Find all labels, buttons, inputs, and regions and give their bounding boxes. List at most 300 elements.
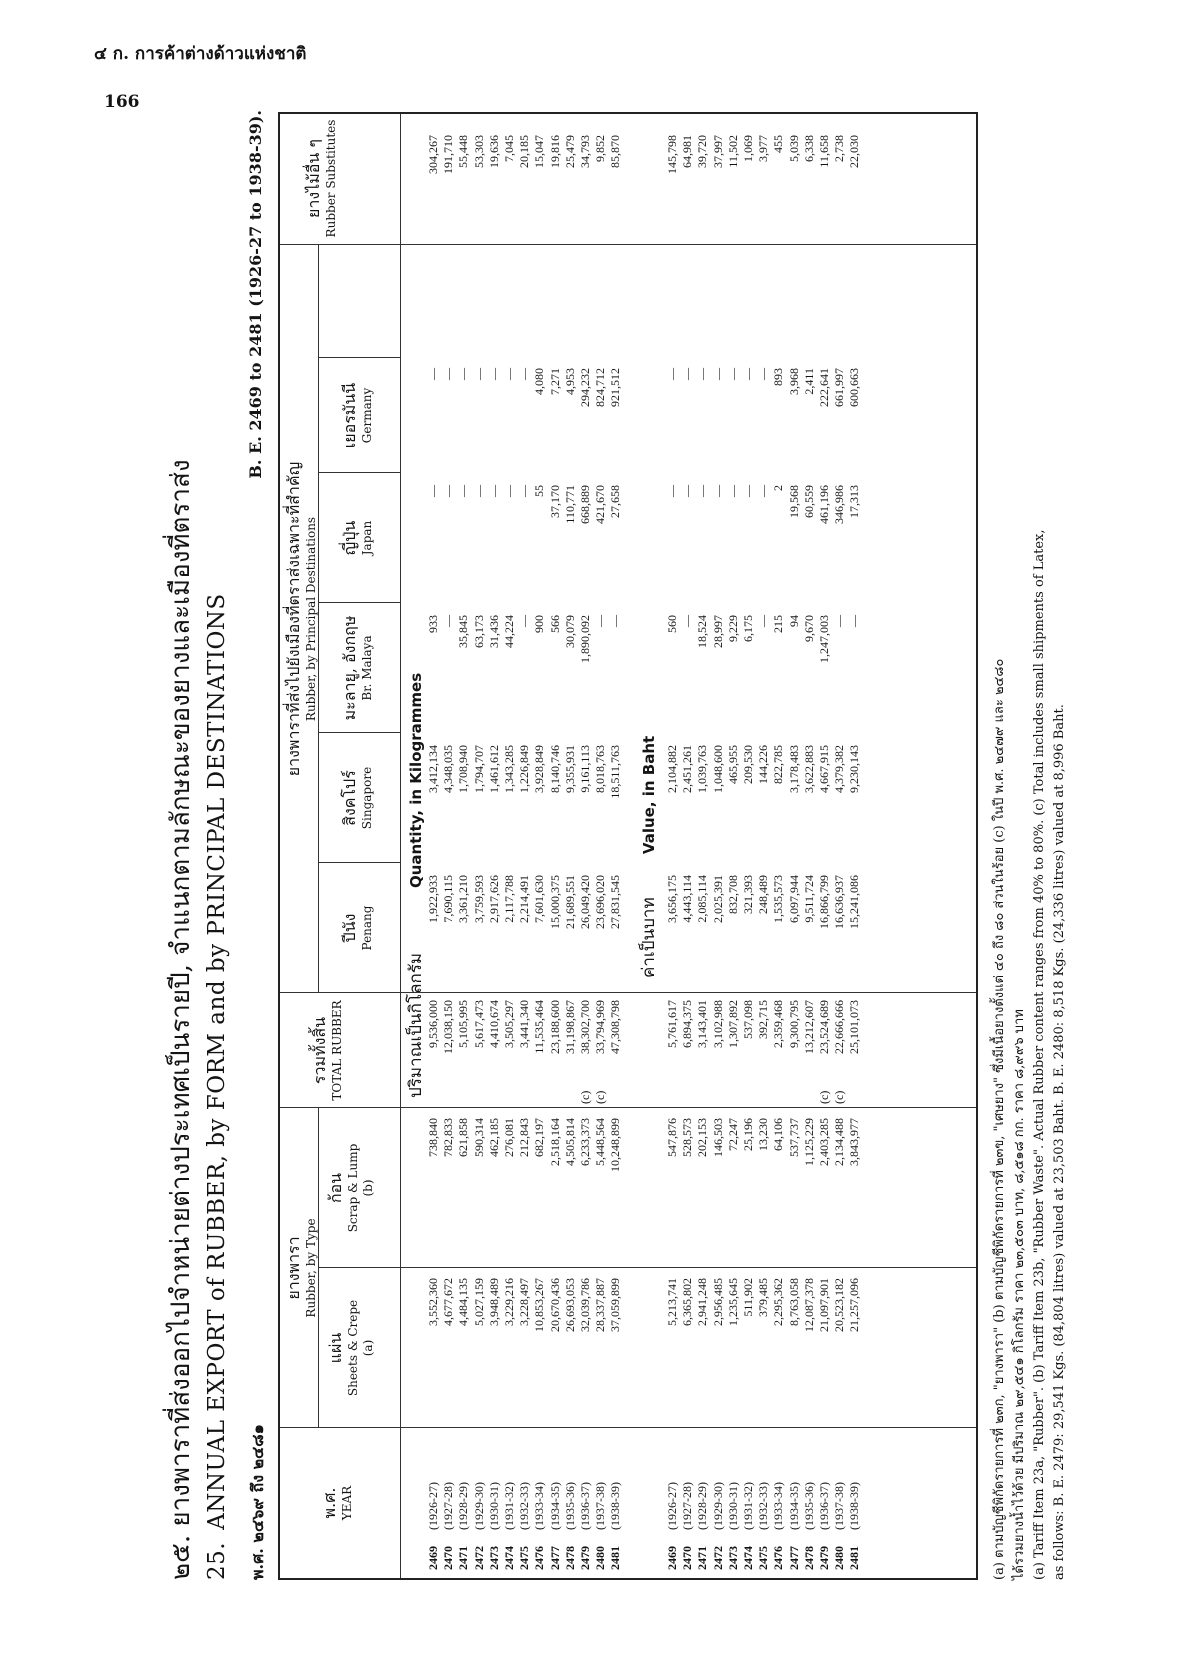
cell-ad: (1930-31) [725,1482,740,1530]
cell-be: 2475 [517,1546,532,1570]
cell-ad: (1935-36) [562,1482,577,1530]
cell-ad: (1930-31) [486,1482,501,1530]
cell-scrap: 528,573 [680,1118,695,1157]
cell-singapore: 9,355,931 [562,745,577,793]
cell-ad: (1938-39) [847,1482,862,1530]
cell-be: 2480 [593,1546,608,1570]
cell-japan: 27,658 [608,485,623,518]
cell-japan: — [502,485,516,497]
cell-japan: — [517,485,532,497]
cell-subst: 145,798 [665,135,679,174]
cell-germany: — [756,368,771,380]
cell-be: 2480 [832,1546,847,1570]
cell-subst: 53,303 [471,135,486,168]
cell-scrap: 146,503 [710,1118,725,1157]
cell-subst: 11,658 [817,135,831,168]
cell-sheets: 379,485 [756,1278,771,1317]
cell-singapore: 3,928,849 [532,745,547,793]
cell-germany: — [502,368,516,380]
cell-malaya: 215 [771,615,786,633]
cell-germany: — [486,368,501,380]
cell-ad: (1937-38) [593,1482,608,1530]
cell-subst: 7,045 [502,135,516,162]
cell-penang: 27,831,545 [608,875,623,929]
cell-ad: (1931-32) [741,1482,755,1530]
cell-be: 2476 [532,1546,547,1570]
cell-total-note: (c) [593,1090,608,1104]
cell-ad: (1928-29) [456,1482,471,1530]
cell-subst: 6,338 [801,135,816,162]
cell-ad: (1927-28) [680,1482,695,1530]
cell-ad: (1934-35) [547,1482,562,1530]
cell-penang: 16,866,799 [817,875,831,929]
japan-header: ญี่ปุ่น Japan [340,520,374,556]
cell-sheets: 26,693,053 [562,1278,577,1332]
cell-scrap: 5,448,564 [593,1118,608,1166]
table-row [487,110,501,1578]
cell-be: 2474 [741,1546,755,1570]
cell-total-note: (c) [578,1090,592,1104]
cell-scrap: 10,248,899 [608,1118,623,1172]
cell-germany: — [725,368,740,380]
cell-be: 2473 [725,1546,740,1570]
cell-germany: 824,712 [593,368,608,407]
cell-be: 2471 [456,1546,471,1570]
table-row [532,110,546,1578]
rotated-table-page [160,110,1160,1580]
cell-total: 537,098 [741,1000,755,1039]
cell-total: 31,198,867 [562,1000,577,1054]
cell-malaya: 63,173 [471,615,486,648]
cell-scrap: 547,876 [665,1118,679,1157]
cell-malaya: — [608,615,623,627]
cell-singapore: 822,785 [771,745,786,784]
cell-singapore: 1,226,849 [517,745,532,793]
cell-sheets: 10,853,267 [532,1278,547,1332]
cell-malaya: — [847,615,862,627]
cell-germany: 2,411 [801,368,816,395]
cell-singapore: 465,955 [725,745,740,784]
cell-germany: — [695,368,710,380]
cell-penang: 832,708 [725,875,740,914]
cell-be: 2481 [608,1546,623,1570]
col-rule-2 [318,1267,976,1268]
table-row [847,110,861,1578]
cell-be: 2472 [710,1546,725,1570]
cell-be: 2470 [441,1546,456,1570]
cell-singapore: 1,048,600 [710,745,725,793]
cell-malaya: 28,997 [710,615,725,648]
footnote-line: as follows: B. E. 2479: 29,541 Kgs. (84,804 litres) valued at 23,503 Baht. B. E. 2480: 8,518 Kgs. (24,336 litres) valued at 8,996 Baht. [1052,704,1068,1580]
cell-total: 2,359,468 [771,1000,786,1048]
cell-malaya: — [441,615,456,627]
cell-total: 3,143,401 [695,1000,710,1048]
cell-penang: 3,361,210 [456,875,471,923]
cell-germany: 4,080 [532,368,547,395]
cell-ad: (1933-34) [771,1482,786,1530]
cell-japan: 461,196 [817,485,831,524]
cell-subst: 9,852 [593,135,608,162]
footnote-line: (a) ตามบัญชีพิกัดรายการที่ ๒๓ก, "ยางพารา" (b) ตามบัญชีพิกัดรายการที่ ๒๓ข, "เศษยาง" ซึ่งมีเนื้อยางตั้งแต่ ๔๐ ถึง ๘๐ ส่วนในร้อย (c) ในปี พ.ศ. ๒๔๗๙ และ ๒๔๘๐ [992,658,1007,1580]
cell-sheets: 3,948,489 [486,1278,501,1326]
scrap-header: ก้อน Scrap & Lump (b) [326,1143,375,1233]
title-english [204,110,230,1580]
cell-subst: 191,710 [441,135,456,174]
cell-ad: (1932-33) [756,1482,771,1530]
cell-japan: 37,170 [547,485,562,518]
cell-sheets: 21,257,096 [847,1278,862,1332]
cell-be: 2479 [578,1546,592,1570]
cell-malaya: 1,247,003 [817,615,831,663]
cell-sheets: 20,670,436 [547,1278,562,1332]
cell-ad: (1933-34) [532,1482,547,1530]
cell-singapore: 3,178,483 [786,745,801,793]
cell-malaya: 9,229 [725,615,740,642]
cell-total: 13,212,607 [801,1000,816,1054]
substitutes-header: ยางไม้อื่น ๆ Rubber Substitutes [304,119,338,238]
cell-penang: 248,489 [756,875,771,914]
table-row [593,110,607,1578]
cell-malaya: — [756,615,771,627]
cell-be: 2481 [847,1546,862,1570]
cell-ad: (1936-37) [578,1482,592,1530]
cell-japan: 17,313 [847,485,862,518]
cell-sheets: 28,337,887 [593,1278,608,1332]
cell-malaya: 933 [426,615,440,633]
cell-scrap: 202,153 [695,1118,710,1157]
cell-subst: 304,267 [426,135,440,174]
cell-scrap: 621,858 [456,1118,471,1157]
cell-japan: — [665,485,679,497]
cell-scrap: 276,081 [502,1118,516,1157]
range-thai: พ.ศ. ๒๔๖๙ ถึง ๒๔๘๑ [248,1424,267,1580]
title-thai: ๒๕. ยางพาราที่ส่งออกไปจำหน่ายต่างประเทศเป็นรายปี, จำแนกตามลักษณะของยางและเมืองที่ตราส่ง [166,459,196,1580]
cell-scrap: 25,196 [741,1118,755,1151]
cell-subst: 25,479 [562,135,577,168]
cell-scrap: 782,833 [441,1118,456,1157]
cell-malaya: 900 [532,615,547,633]
destinations-header: ยางพาราที่ส่งไปยังเมืองที่ตราส่งเฉพาะที่สำคัญ Rubber, by Principal Destinations [284,461,318,777]
cell-total-note: (c) [817,1090,831,1104]
cell-penang: 21,689,551 [562,875,577,929]
cell-penang: 1,922,933 [426,875,440,923]
cell-sheets: 20,523,182 [832,1278,847,1332]
cell-penang: 7,601,630 [532,875,547,923]
header-bottom-rule [400,114,401,1578]
cell-scrap: 462,185 [486,1118,501,1157]
cell-total: 6,894,375 [680,1000,695,1048]
cell-ad: (1931-32) [502,1482,516,1530]
cell-singapore: 2,104,882 [665,745,679,793]
singapore-header: สิงคโปร์ Singapore [340,766,374,830]
table-row [502,110,516,1578]
cell-sheets: 12,087,378 [801,1278,816,1332]
cell-penang: 321,393 [741,875,755,914]
cell-sheets: 32,039,786 [578,1278,592,1332]
cell-total: 9,536,000 [426,1000,440,1048]
cell-penang: 2,025,391 [710,875,725,923]
cell-singapore: 1,039,763 [695,745,710,793]
cell-be: 2474 [502,1546,516,1570]
cell-subst: 455 [771,135,786,153]
cell-be: 2478 [562,1546,577,1570]
cell-malaya: 44,224 [502,615,516,648]
table-row [695,110,709,1578]
col-rule-5 [280,244,976,245]
cell-subst: 19,816 [547,135,562,168]
table-row [711,110,725,1578]
cell-total: 12,038,150 [441,1000,456,1054]
table-row [741,110,755,1578]
cell-penang: 6,097,944 [786,875,801,923]
cell-malaya: 566 [547,615,562,633]
cell-penang: 16,636,937 [832,875,847,929]
cell-penang: 15,241,086 [847,875,862,929]
cell-ad: (1935-36) [801,1482,816,1530]
cell-japan: — [680,485,695,497]
page-number: 166 [104,92,140,112]
cell-japan: 110,771 [562,485,577,524]
cell-ad: (1936-37) [817,1482,831,1530]
cell-scrap: 2,134,488 [832,1118,847,1166]
cell-total: 392,715 [756,1000,771,1039]
table-row [787,110,801,1578]
cell-subst: 1,069 [741,135,755,162]
cell-ad: (1937-38) [832,1482,847,1530]
cell-total: 38,302,700 [578,1000,592,1054]
cell-singapore: 9,230,143 [847,745,862,793]
cell-total-note: (c) [832,1090,847,1104]
cell-japan: 346,986 [832,485,847,524]
page-header: ๔ ก. การค้าต่างด้าวแห่งชาติ [94,44,307,64]
cell-scrap: 1,125,229 [801,1118,816,1166]
cell-germany: — [426,368,440,380]
cell-malaya: 9,670 [801,615,816,642]
cell-subst: 19,636 [486,135,501,168]
cell-singapore: 8,140,746 [547,745,562,793]
cell-japan: 19,568 [786,485,801,518]
cell-scrap: 72,247 [725,1118,740,1151]
cell-penang: 4,443,114 [680,875,695,923]
cell-scrap: 6,233,373 [578,1118,592,1166]
cell-sheets: 37,059,899 [608,1278,623,1332]
cell-malaya: 35,845 [456,615,471,648]
cell-subst: 11,502 [725,135,740,168]
cell-germany: — [517,368,532,380]
cell-penang: 2,117,788 [502,875,516,923]
cell-penang: 7,690,115 [441,875,456,923]
cell-singapore: 3,622,883 [801,745,816,793]
sheets-header: แผ่น Sheets & Crepe (a) [326,1299,375,1397]
cell-be: 2469 [665,1546,679,1570]
cell-singapore: 1,708,940 [456,745,471,793]
table-row [548,110,562,1578]
cell-total: 5,617,473 [471,1000,486,1048]
cell-germany: 893 [771,368,786,386]
export-table [278,112,978,1580]
cell-sheets: 511,902 [741,1278,755,1317]
cell-germany: 3,968 [786,368,801,395]
cell-be: 2473 [486,1546,501,1570]
cell-scrap: 590,314 [471,1118,486,1157]
cell-germany: 222,641 [817,368,831,407]
table-row [441,110,455,1578]
table-row [472,110,486,1578]
cell-scrap: 3,843,977 [847,1118,862,1166]
cell-ad: (1938-39) [608,1482,623,1530]
cell-subst: 64,981 [680,135,695,168]
cell-japan: 60,559 [801,485,816,518]
cell-sheets: 2,941,248 [695,1278,710,1326]
cell-germany: — [665,368,679,380]
cell-sheets: 3,229,216 [502,1278,516,1326]
cell-sheets: 5,213,741 [665,1278,679,1326]
table-row [680,110,694,1578]
footnote-line: (a) Tariff Item 23a, "Rubber". (b) Tariff Item 23b, "Rubber Waste". Actual Rubber content ranges from 40% to 80%. (c) Total includes small shipments of Latex, [1032,529,1048,1580]
cell-total: 9,300,795 [786,1000,801,1048]
cell-subst: 2,738 [832,135,847,162]
cell-sheets: 6,365,802 [680,1278,695,1326]
cell-penang: 26,049,420 [578,875,592,929]
cell-sheets: 4,484,135 [456,1278,471,1326]
cell-singapore: 4,667,915 [817,745,831,793]
cell-germany: 4,953 [562,368,577,395]
cell-singapore: 1,343,285 [502,745,516,793]
cell-scrap: 738,840 [426,1118,440,1157]
cell-germany: — [741,368,755,380]
cell-sheets: 3,228,497 [517,1278,532,1326]
cell-malaya: — [680,615,695,627]
cell-singapore: 9,161,113 [578,745,592,793]
col-rule-1 [280,1427,976,1428]
cell-be: 2479 [817,1546,831,1570]
cell-subst: 55,448 [456,135,471,168]
cell-penang: 15,000,375 [547,875,562,929]
cell-sheets: 8,763,058 [786,1278,801,1326]
cell-penang: 23,696,020 [593,875,608,929]
total-header: รวมทั้งสิ้น TOTAL RUBBER [310,1000,344,1101]
cell-singapore: 1,794,707 [471,745,486,793]
cell-subst: 15,047 [532,135,547,168]
cell-scrap: 682,197 [532,1118,547,1157]
table-row [771,110,785,1578]
cell-subst: 39,720 [695,135,710,168]
cell-singapore: 4,379,382 [832,745,847,793]
cell-total: 5,105,995 [456,1000,471,1048]
cell-be: 2477 [786,1546,801,1570]
cell-malaya: 1,890,092 [578,615,592,663]
table-row [608,110,622,1578]
cell-be: 2471 [695,1546,710,1570]
cell-malaya: 560 [665,615,679,633]
cell-malaya: — [832,615,847,627]
cell-scrap: 13,230 [756,1118,771,1151]
cell-ad: (1928-29) [695,1482,710,1530]
cell-germany: 600,663 [847,368,862,407]
table-row [756,110,770,1578]
cell-japan: — [695,485,710,497]
year-header: พ.ศ. YEAR [320,1485,354,1521]
cell-penang: 2,917,626 [486,875,501,923]
cell-total: 3,102,988 [710,1000,725,1048]
penang-header: ปีนัง Penang [340,905,374,951]
cell-japan: 55 [532,485,547,497]
cell-singapore: 2,451,261 [680,745,695,793]
cell-malaya: 6,175 [741,615,755,642]
table-row [832,110,846,1578]
cell-scrap: 4,505,814 [562,1118,577,1166]
cell-germany: 921,512 [608,368,623,407]
cell-germany: — [680,368,695,380]
cell-singapore: 3,412,134 [426,745,440,793]
table-row [726,110,740,1578]
section-title-quantity: ปริมาณเป็นกิโลกรัม Quantity, in Kilogrammes [406,672,426,1098]
cell-penang: 1,535,573 [771,875,786,923]
cell-total: 47,308,798 [608,1000,623,1054]
malaya-header: มะลายู, อังกฤษ Br. Malaya [340,615,374,721]
cell-sheets: 2,295,362 [771,1278,786,1326]
cell-sheets: 21,097,901 [817,1278,831,1332]
cell-singapore: 18,511,763 [608,745,623,799]
cell-scrap: 64,106 [771,1118,786,1151]
cell-penang: 2,214,491 [517,875,532,923]
cell-japan: — [725,485,740,497]
cell-total: 33,794,969 [593,1000,608,1054]
germany-header: เยอรมันนี Germany [340,382,374,449]
cell-germany: 7,271 [547,368,562,395]
cell-japan: — [741,485,755,497]
footnotes [990,110,1071,1580]
cell-germany: — [471,368,486,380]
cell-germany: — [441,368,456,380]
cell-total: 3,441,340 [517,1000,532,1048]
cell-singapore: 1,461,612 [486,745,501,793]
cell-penang: 3,656,175 [665,875,679,923]
cell-subst: 22,030 [847,135,862,168]
cell-germany: 661,997 [832,368,847,407]
cell-singapore: 209,530 [741,745,755,784]
cell-total: 1,307,892 [725,1000,740,1048]
footnote-line: ได้รวมยางน้ำไว้ด้วย มีปริมาณ ๒๙,๕๔๑ กิโลกรัม ราคา ๒๓,๕๐๓ บาท, ๘,๕๑๘ กก. ราคา ๘,๙๙๖ บาท [1012,1009,1028,1580]
cell-total: 5,761,617 [665,1000,679,1048]
table-row [517,110,531,1578]
cell-be: 2472 [471,1546,486,1570]
table-row [817,110,831,1578]
col-rule-3 [280,1107,976,1108]
cell-sheets: 3,552,360 [426,1278,440,1326]
cell-total: 23,188,600 [547,1000,562,1054]
cell-malaya: — [517,615,532,627]
cell-germany: 294,232 [578,368,592,407]
cell-total: 11,535,464 [532,1000,547,1054]
cell-be: 2476 [771,1546,786,1570]
cell-japan: — [426,485,440,497]
cell-scrap: 537,737 [786,1118,801,1157]
cell-japan: — [441,485,456,497]
cell-ad: (1927-28) [441,1482,456,1530]
table-row [665,110,679,1578]
cell-germany: — [456,368,471,380]
cell-total: 3,505,297 [502,1000,516,1048]
cell-japan: — [486,485,501,497]
cell-be: 2470 [680,1546,695,1570]
title-english-text: ANNUAL EXPORT of RUBBER, by FORM and by PRINCIPAL DESTINATIONS [204,593,230,1530]
cell-penang: 3,759,593 [471,875,486,923]
cell-be: 2475 [756,1546,771,1570]
cell-japan: — [710,485,725,497]
cell-subst: 3,977 [756,135,771,162]
cell-total: 4,410,674 [486,1000,501,1048]
